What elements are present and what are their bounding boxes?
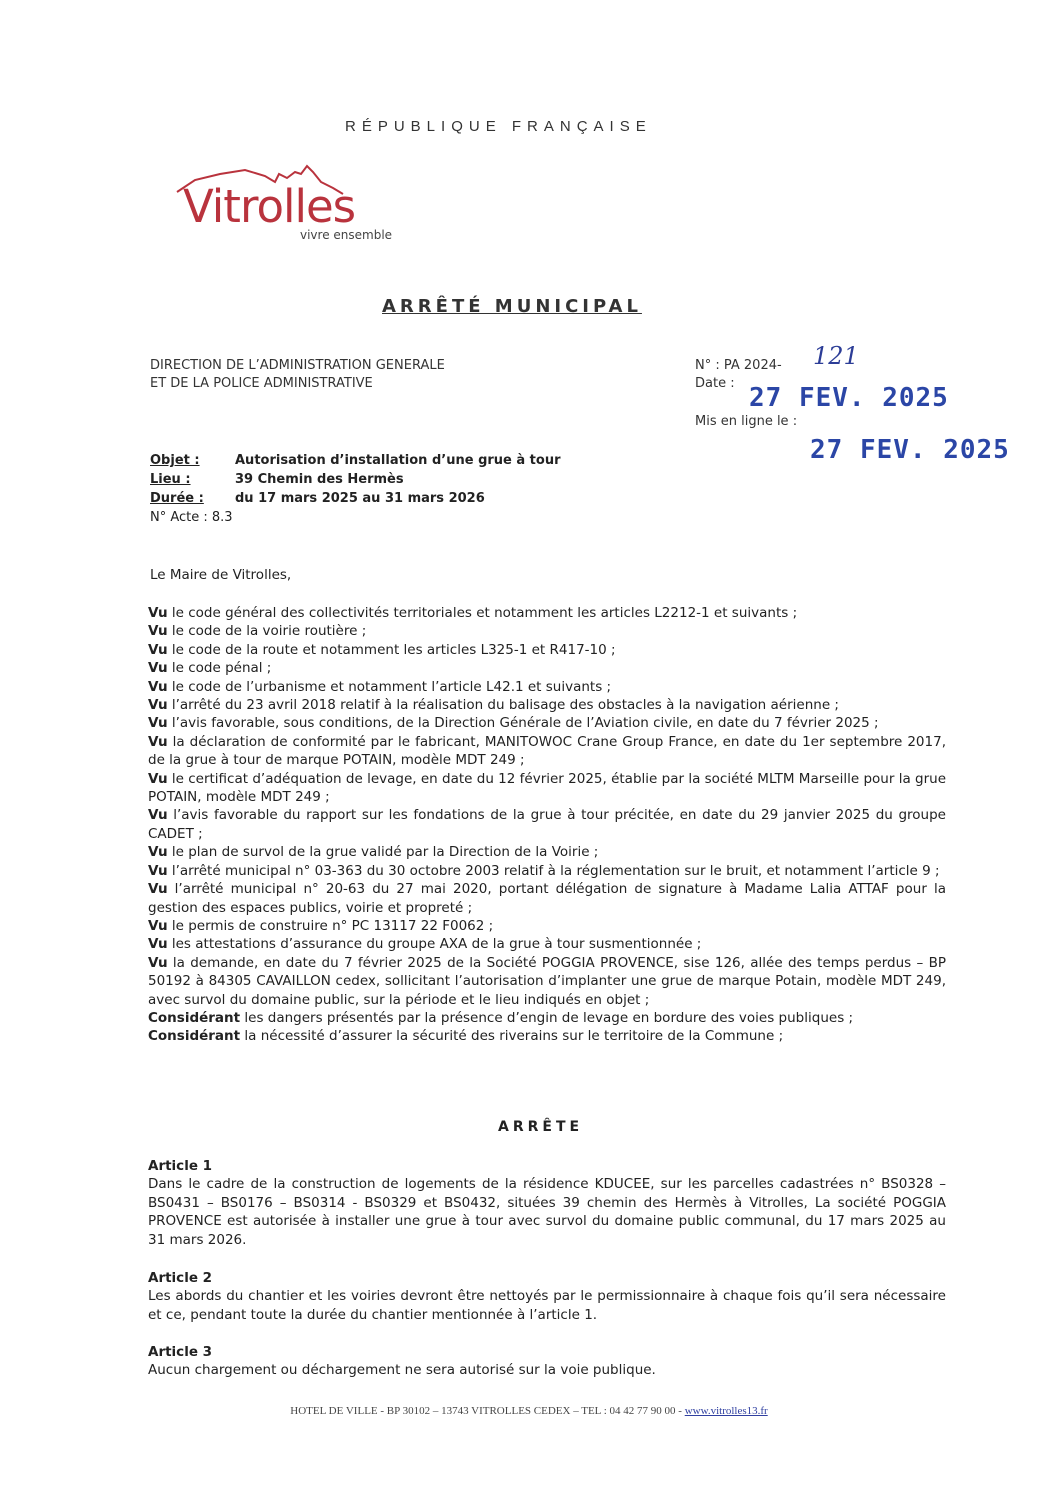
- article-3: [148, 1343, 946, 1380]
- objet-block: [150, 451, 561, 527]
- considerant-item: [148, 659, 946, 677]
- footer: [0, 1405, 1058, 1417]
- considerant-item: [148, 917, 946, 935]
- considerant-keyword: Vu: [148, 678, 168, 695]
- considerant-text: les attestations d’assurance du groupe AXA de la grue à tour susmentionnée ;: [167, 936, 702, 953]
- considerant-keyword: Vu: [148, 954, 168, 971]
- article-title: Article 2: [148, 1270, 213, 1286]
- considerants-list: [148, 604, 946, 1046]
- considerant-text: le code général des collectivités territoriales et notamment les articles L2212-1 et suivants ;: [167, 605, 798, 621]
- considerant-text: la déclaration de conformité par le fabricant, MANITOWOC Crane Group France, en date du 1er septembre 2017, de la grue à tour de marque POTAIN, modèle MDT 249 ;: [148, 733, 946, 769]
- reference-number: N° : PA 2024-: [695, 358, 782, 373]
- footer-address: HOTEL DE VILLE - BP 30102 – 13743 VITROLLES CEDEX – TEL : 04 42 77 90 00 -: [290, 1405, 685, 1417]
- considerant-item: [148, 806, 946, 843]
- considerant-text: le code de la voirie routière ;: [167, 623, 367, 640]
- article-2: [148, 1269, 946, 1324]
- considerant-text: l’arrêté municipal n° 20-63 du 27 mai 2020, portant délégation de signature à Madame Lalia ATTAF pour la gestion des espaces publics, voirie et propreté ;: [148, 881, 946, 916]
- considerant-keyword: Vu: [148, 881, 168, 898]
- considerant-text: le certificat d’adéquation de levage, en date du 12 février 2025, établie par la société MLTM Marseille pour la grue POTAIN, modèle MDT 249 ;: [148, 770, 946, 806]
- considerant-text: le code pénal ;: [167, 660, 272, 677]
- considerant-text: la nécessité d’assurer la sécurité des riverains sur le territoire de la Commune ;: [240, 1028, 784, 1045]
- considerant-item: [148, 954, 946, 1009]
- considerant-keyword: Vu: [148, 844, 168, 861]
- considerant-text: les dangers présentés par la présence d’engin de levage en bordure des voies publiques ;: [240, 1009, 854, 1026]
- objet-value: Autorisation d’installation d’une grue à tour: [235, 453, 561, 468]
- considerant-text: l’arrêté du 23 avril 2018 relatif à la réalisation du balisage des obstacles à la navigation aérienne ;: [167, 697, 839, 714]
- acte-number: N° Acte : 8.3: [150, 510, 233, 525]
- considerant-keyword: Considérant: [148, 1028, 241, 1045]
- considerant-item: [148, 1009, 946, 1027]
- considerant-keyword: Vu: [148, 660, 168, 677]
- date-label: Date :: [695, 376, 735, 391]
- considerant-item: [148, 678, 946, 696]
- duree-label: Durée :: [150, 491, 204, 506]
- considerant-keyword: Considérant: [148, 1009, 241, 1026]
- considerant-item: [148, 880, 946, 917]
- considerant-keyword: Vu: [148, 862, 168, 879]
- considerant-keyword: Vu: [148, 770, 168, 787]
- considerant-item: [148, 770, 946, 807]
- vitrolles-logo: [175, 160, 435, 250]
- considerant-keyword: Vu: [148, 936, 168, 953]
- considerant-keyword: Vu: [148, 697, 168, 714]
- date-stamp: 27 FEV. 2025: [749, 383, 949, 413]
- considerant-text: le code de la route et notamment les articles L325-1 et R417-10 ;: [167, 641, 616, 658]
- handwritten-number: 121: [813, 342, 859, 370]
- considerant-item: [148, 862, 946, 880]
- footer-website-link[interactable]: www.vitrolles13.fr: [684, 1405, 768, 1417]
- maire-line: Le Maire de Vitrolles,: [150, 567, 292, 583]
- arrete-heading: ARRÊTE: [498, 1119, 584, 1135]
- direction-line: DIRECTION DE L’ADMINISTRATION GENERALE: [150, 358, 445, 373]
- considerant-item: [148, 696, 946, 714]
- considerant-item: [148, 714, 946, 732]
- considerant-keyword: Vu: [148, 807, 168, 824]
- article-text: Les abords du chantier et les voiries devront être nettoyés par le permissionnaire à chaque fois qu’il sera nécessaire et ce, pendant toute la durée du chantier mentionnée à l’article 1.: [148, 1288, 946, 1323]
- duree-value: du 17 mars 2025 au 31 mars 2026: [235, 491, 485, 506]
- logo-name: Vitrolles: [183, 180, 356, 233]
- considerant-keyword: Vu: [148, 605, 168, 621]
- considerant-item: [148, 935, 946, 953]
- considerant-item: [148, 622, 946, 640]
- direction-block: [150, 357, 445, 393]
- lieu-value: 39 Chemin des Hermès: [235, 472, 404, 487]
- considerant-text: le code de l’urbanisme et notamment l’article L42.1 et suivants ;: [167, 678, 612, 695]
- considerant-keyword: Vu: [148, 917, 168, 934]
- considerant-text: la demande, en date du 7 février 2025 de la Société POGGIA PROVENCE, sise 126, allée des temps perdus – BP 50192 à 84305 CAVAILLON cedex, sollicitant l’autorisation d’implanter une grue de marque Potain, modèle MDT 249, avec survol du domaine public, sur la période et le lieu indiqués en objet ;: [148, 954, 946, 1008]
- objet-label: Objet :: [150, 453, 200, 468]
- considerant-text: l’arrêté municipal n° 03-363 du 30 octobre 2003 relatif à la réglementation sur le bruit, et notamment l’article 9 ;: [167, 862, 940, 879]
- considerant-item: [148, 843, 946, 861]
- article-title: Article 1: [148, 1158, 213, 1174]
- article-text: Dans le cadre de la construction de logements de la résidence KDUCEE, sur les parcelles cadastrées n° BS0328 – BS0431 – BS0176 – BS0314 - BS0329 et BS0432, situées 39 chemin des Hermès à Vitrolles, La société POGGIA PROVENCE est autorisée à installer une grue à tour avec survol du domaine public communal, du 17 mars 2025 au 31 mars 2026.: [148, 1176, 946, 1248]
- considerant-keyword: Vu: [148, 733, 168, 750]
- online-date-stamp: 27 FEV. 2025: [810, 435, 1010, 465]
- considerant-keyword: Vu: [148, 715, 168, 732]
- direction-line: ET DE LA POLICE ADMINISTRATIVE: [150, 376, 373, 391]
- republique-heading: RÉPUBLIQUE FRANÇAISE: [345, 118, 652, 135]
- considerant-item: [148, 641, 946, 659]
- considerant-text: l’avis favorable du rapport sur les fondations de la grue à tour précitée, en date du 29 janvier 2025 du groupe CADET ;: [148, 807, 946, 842]
- considerant-text: le permis de construire n° PC 13117 22 F0062 ;: [167, 917, 494, 934]
- considerant-item: [148, 1027, 946, 1045]
- article-title: Article 3: [148, 1344, 213, 1360]
- considerant-item: [148, 604, 946, 622]
- page-title: ARRÊTÉ MUNICIPAL: [382, 296, 642, 317]
- considerant-keyword: Vu: [148, 623, 168, 640]
- considerant-keyword: Vu: [148, 641, 168, 658]
- logo-tagline: vivre ensemble: [300, 228, 393, 242]
- considerant-text: l’avis favorable, sous conditions, de la Direction Générale de l’Aviation civile, en date du 7 février 2025 ;: [167, 715, 879, 732]
- considerant-item: [148, 733, 946, 770]
- lieu-label: Lieu :: [150, 472, 191, 487]
- article-1: [148, 1157, 946, 1249]
- article-text: Aucun chargement ou déchargement ne sera autorisé sur la voie publique.: [148, 1362, 656, 1379]
- online-label: Mis en ligne le :: [695, 414, 798, 429]
- considerant-text: le plan de survol de la grue validé par la Direction de la Voirie ;: [167, 844, 599, 861]
